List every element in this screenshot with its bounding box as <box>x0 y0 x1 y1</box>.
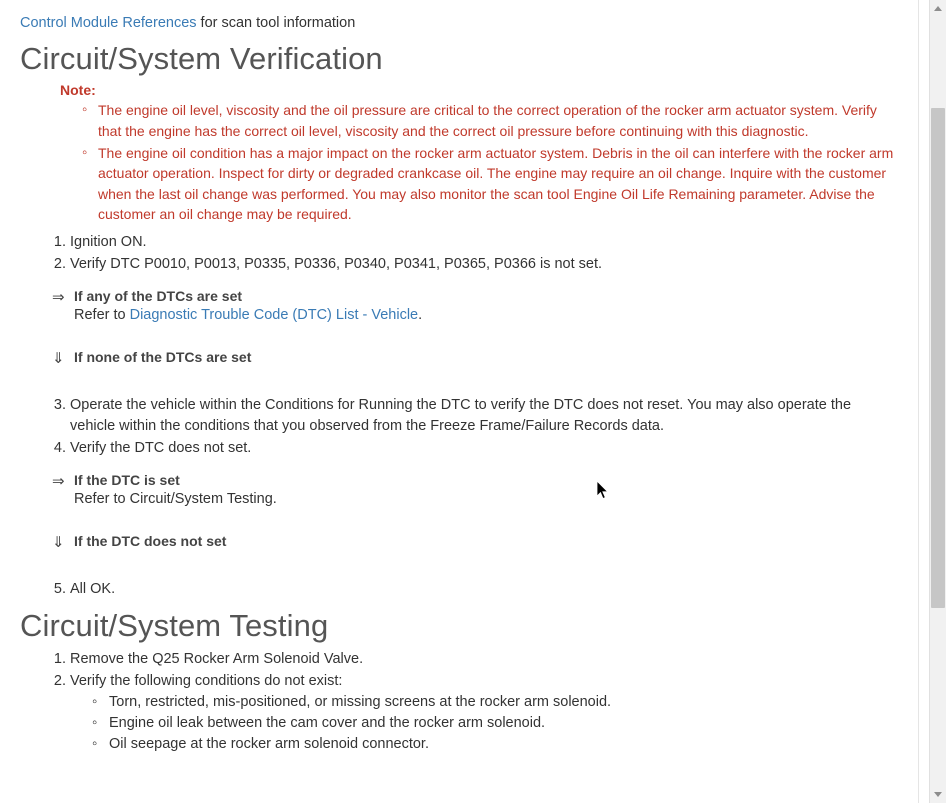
testing-conditions-list <box>70 692 900 755</box>
branch-body <box>74 307 902 323</box>
branch-title-text: If none of the DTCs are set <box>74 349 252 366</box>
branch-title <box>52 533 902 552</box>
condition-item: ◦ Engine oil leak between the cam cover and the rocker arm solenoid. <box>92 713 900 734</box>
verification-steps-part2 <box>20 395 902 458</box>
control-module-references-link[interactable]: Control Module References <box>20 15 197 31</box>
note-block <box>20 82 902 224</box>
branch-title-text: If the DTC is set <box>74 472 180 489</box>
refer-prefix: Refer to <box>74 307 130 324</box>
branch-title <box>52 472 902 491</box>
step-item: Verify the DTC does not set. <box>70 439 252 456</box>
step-item <box>48 671 900 755</box>
step-item: Ignition ON. <box>70 234 147 251</box>
note-label: Note: <box>60 82 96 99</box>
circuit-system-testing-heading: Circuit/System Testing <box>20 607 329 643</box>
scroll-down-arrow-icon[interactable] <box>930 786 946 803</box>
step-item: Verify DTC P0010, P0013, P0335, P0336, P0340, P0341, P0365, P0366 is not set. <box>70 255 603 272</box>
branch-title-text: If the DTC does not set <box>74 533 227 550</box>
double-down-arrow-icon: ⇓ <box>52 534 65 552</box>
double-down-arrow-icon: ⇓ <box>52 350 65 368</box>
verification-steps-part3 <box>20 579 902 600</box>
refer-suffix: . <box>418 307 423 324</box>
condition-item: ◦ Oil seepage at the rocker arm solenoid connector. <box>92 734 900 755</box>
intro-trailing-text: for scan tool information <box>196 15 356 31</box>
branch-if-dtc-does-not-set <box>20 533 902 552</box>
intro-line <box>20 14 902 33</box>
branch-if-any-dtcs-set <box>20 288 902 323</box>
double-right-arrow-icon: ⇒ <box>52 473 65 491</box>
branch-title-text: If any of the DTCs are set <box>74 288 243 305</box>
branch-if-none-dtcs-set <box>20 349 902 368</box>
branch-if-dtc-is-set <box>20 472 902 507</box>
condition-item: ◦ Torn, restricted, mis-positioned, or missing screens at the rocker arm solenoid. <box>92 692 900 713</box>
vertical-scrollbar[interactable] <box>929 0 946 803</box>
step-item: Remove the Q25 Rocker Arm Solenoid Valve. <box>70 651 364 668</box>
scroll-up-arrow-icon[interactable] <box>930 0 946 17</box>
note-item: ◦ The engine oil condition has a major impact on the rocker arm actuator system. Debris in the oil can interfere with the rocker arm actuator operation. Inspect for dirty or degraded crankcase oil. The engine may require an oil change. Inquire with the customer when the last oil change was performed. You may also monitor the scan tool Engine Oil Life Remaining parameter. Advise the customer an oil change may be required. <box>82 143 898 224</box>
circuit-system-verification-heading: Circuit/System Verification <box>20 40 383 76</box>
branch-body: Refer to Circuit/System Testing. <box>74 491 277 508</box>
double-right-arrow-icon: ⇒ <box>52 289 65 307</box>
content-divider <box>918 0 919 803</box>
branch-title <box>52 349 902 368</box>
testing-steps <box>20 649 902 754</box>
step-item: Operate the vehicle within the Conditions for Running the DTC to verify the DTC does not reset. You may also operate the vehicle within the conditions that you observed from the Freeze Frame/Failure Records data. <box>70 397 852 434</box>
branch-title <box>52 288 902 307</box>
step-item: All OK. <box>70 581 116 598</box>
dtc-list-vehicle-link[interactable]: Diagnostic Trouble Code (DTC) List - Vehicle <box>129 307 419 324</box>
verification-steps-part1 <box>20 232 902 274</box>
scrollbar-thumb[interactable] <box>931 108 945 608</box>
note-list <box>60 100 902 224</box>
step-text: Verify the following conditions do not exist: <box>70 672 343 689</box>
note-item: ◦ The engine oil level, viscosity and the oil pressure are critical to the correct operation of the rocker arm actuator system. Verify that the engine has the correct oil level, viscosity and the correct oil pressure before continuing with this diagnostic. <box>82 100 898 141</box>
